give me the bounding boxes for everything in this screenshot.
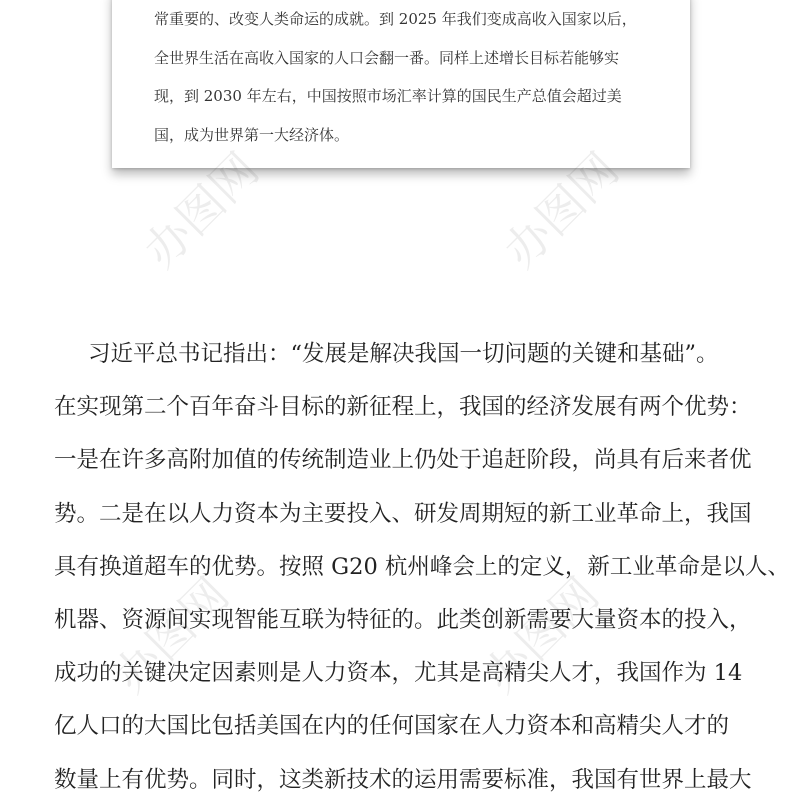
article-line: 在实现第二个百年奋斗目标的新征程上，我国的经济发展有两个优势： — [54, 394, 752, 421]
watermark: 办图网 — [473, 567, 610, 704]
quote-text — [154, 0, 654, 154]
article-line: 数量上有优势。同时，这类新技术的运用需要标准，我国有世界上最大 — [54, 766, 752, 793]
article-line: 势。二是在以人力资本为主要投入、研发周期短的新工业革命上，我国 — [54, 500, 752, 527]
watermark: 办图网 — [103, 567, 240, 704]
article-line: 机器、资源间实现智能互联为特征的。此类创新需要大量资本的投入， — [54, 607, 752, 634]
article-line: 习近平总书记指出：“发展是解决我国一切问题的关键和基础”。 — [88, 341, 719, 367]
article-line: 一是在许多高附加值的传统制造业上仍处于追赶阶段，尚具有后来者优 — [54, 447, 752, 474]
quote-line: 常重要的、改变人类命运的成就。到 2025 年我们变成高收入国家以后， — [154, 10, 637, 28]
article-line: 成功的关键决定因素则是人力资本，尤其是高精尖人才，我国作为 14 — [54, 660, 743, 687]
quote-card — [112, 0, 690, 168]
watermark: 办图网 — [133, 142, 270, 279]
quote-line: 国，成为世界第一大经济体。 — [154, 125, 350, 144]
quote-line: 现，到 2030 年左右，中国按照市场汇率计算的国民生产总值会超过美 — [154, 87, 622, 105]
article-paragraph — [54, 328, 790, 807]
quote-line: 全世界生活在高收入国家的人口会翻一番。同样上述增长目标若能够实 — [154, 48, 620, 67]
watermark: 办图网 — [493, 142, 630, 279]
article-line: 亿人口的大国比包括美国在内的任何国家在人力资本和高精尖人才的 — [54, 713, 730, 740]
article-line: 具有换道超车的优势。按照 G20 杭州峰会上的定义，新工业革命是以人、 — [54, 553, 790, 580]
